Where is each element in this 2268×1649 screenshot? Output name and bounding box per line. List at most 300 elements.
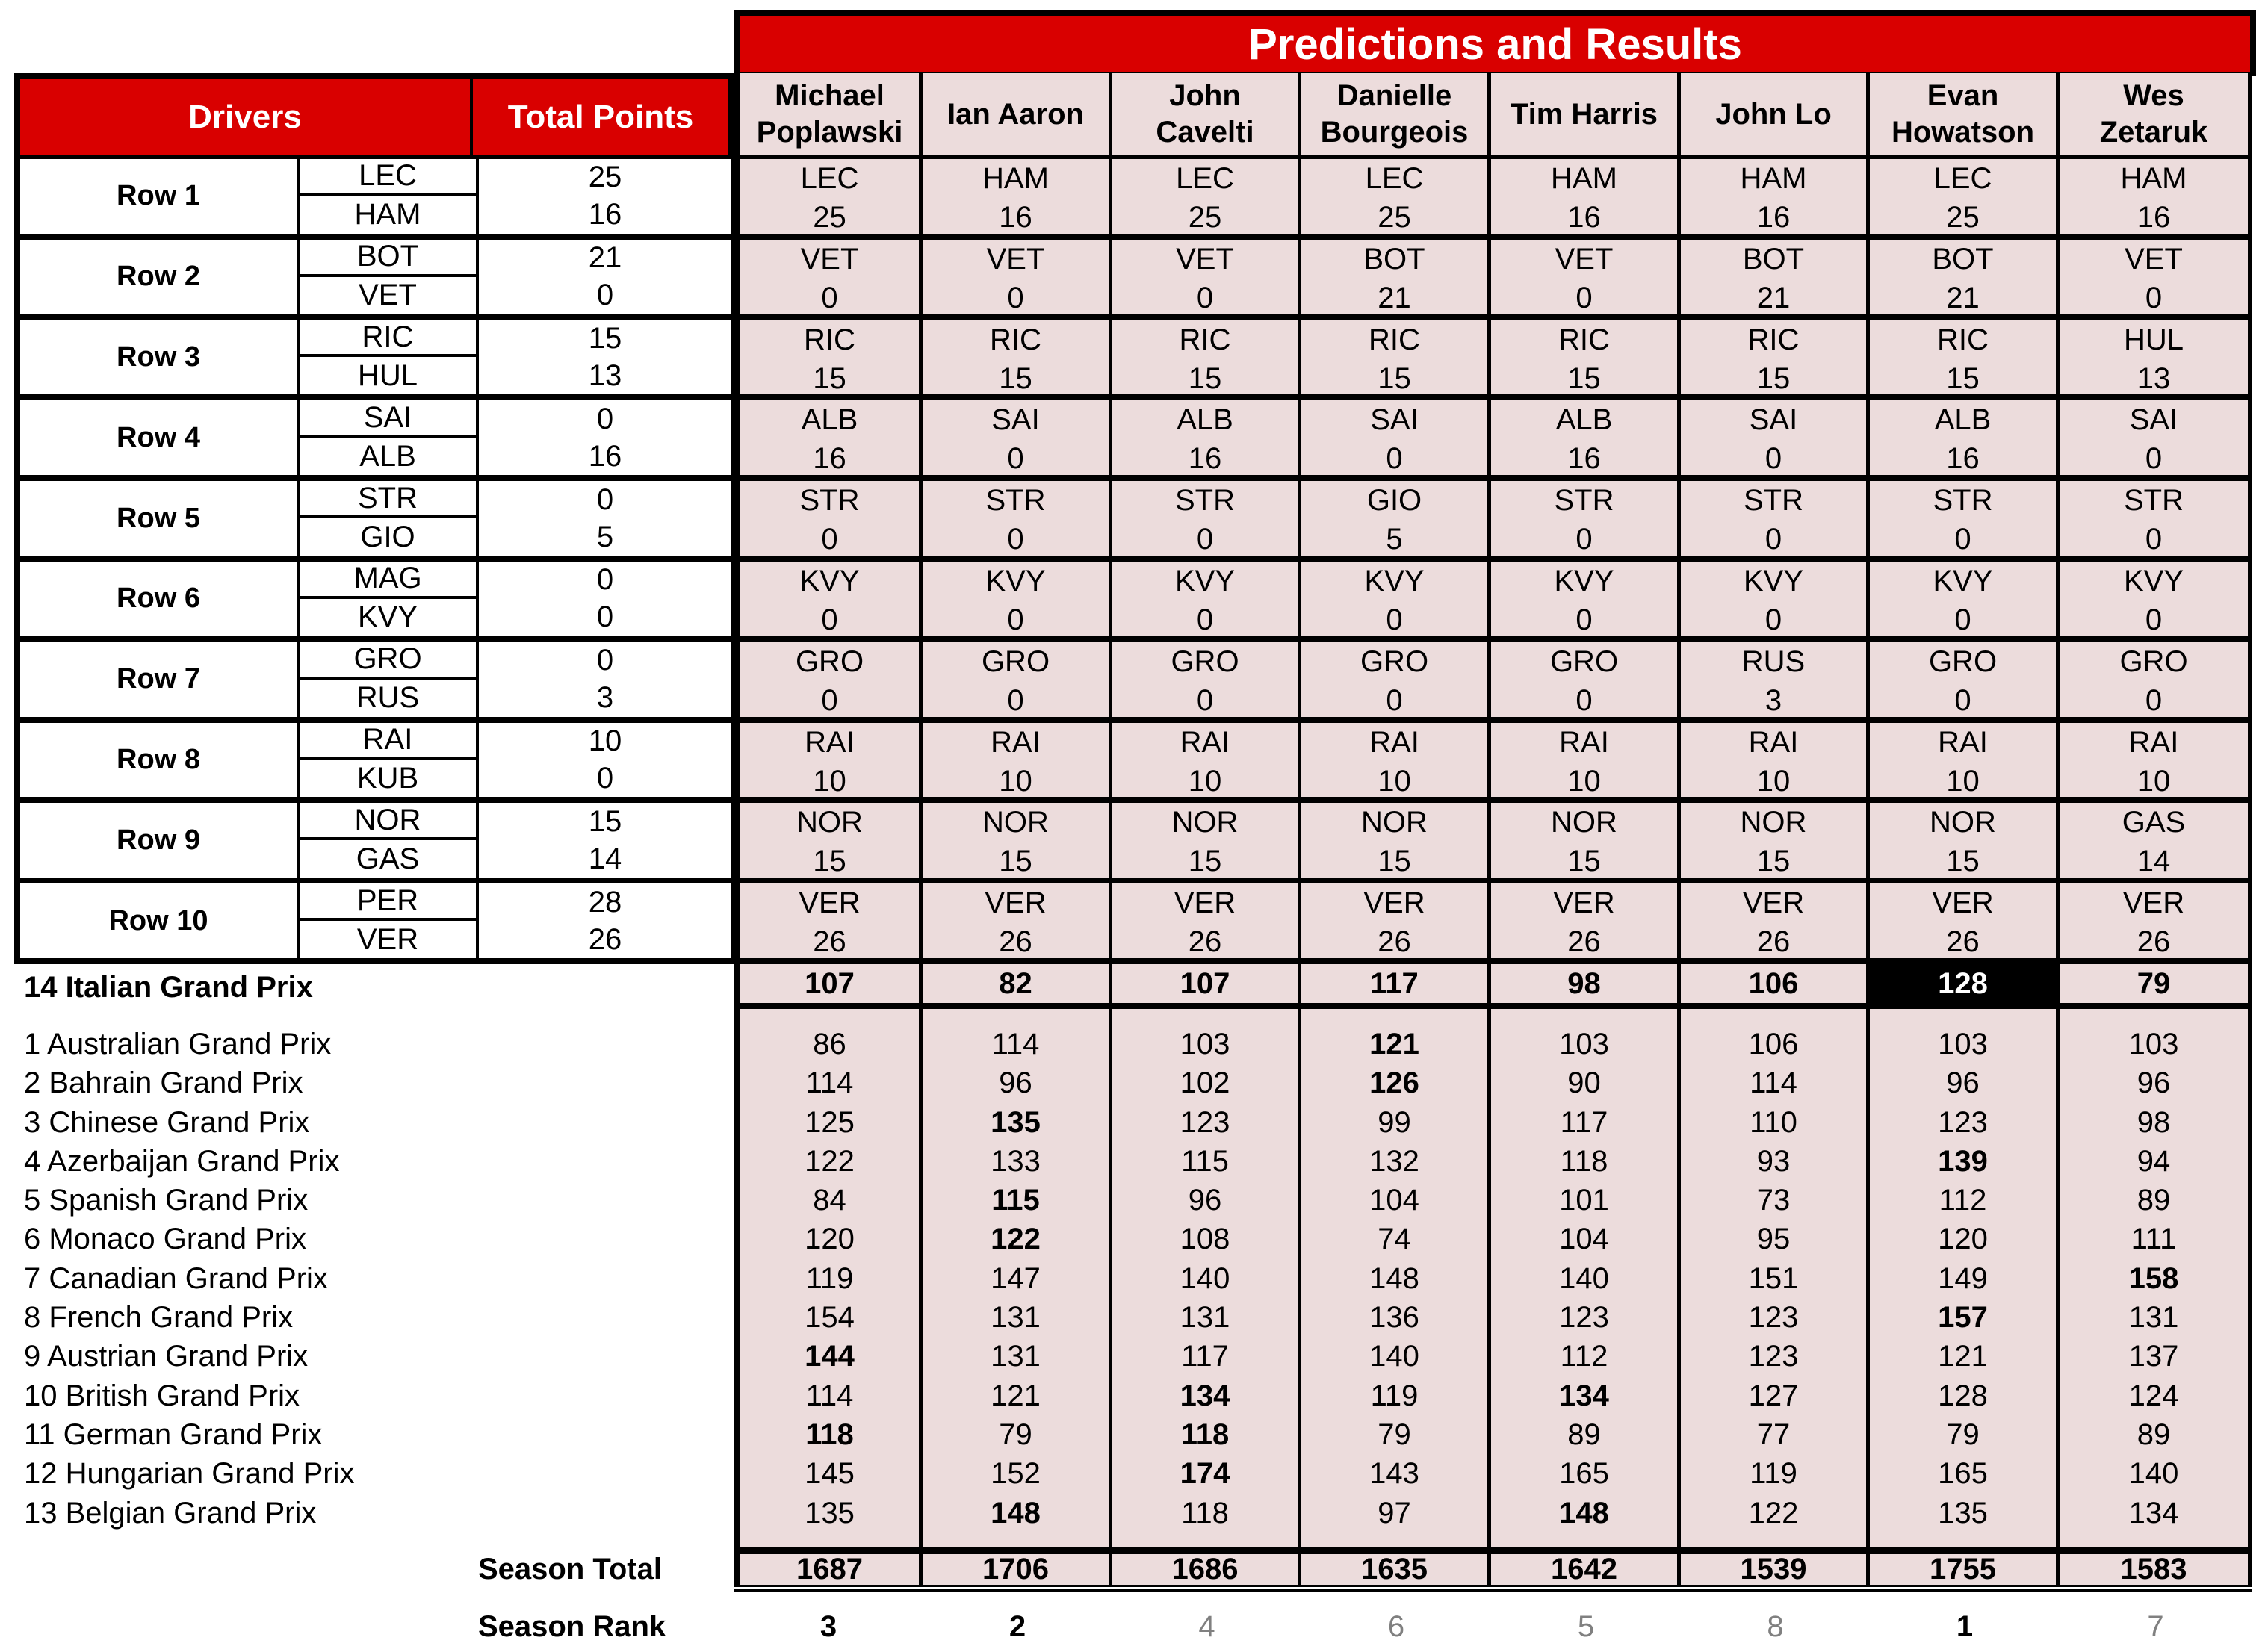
best-race-score: 118 [1180,1417,1230,1451]
best-race-score: 122 [991,1223,1041,1256]
prediction-cell [923,159,1112,240]
race-score: 135 [805,1496,855,1530]
driver-code: LEC [297,159,476,196]
prediction-cell [1491,562,1681,642]
race-score: 114 [991,1028,1040,1060]
race-score: 140 [2128,1457,2179,1491]
best-race-score: 134 [1559,1379,1609,1412]
predicted-points: 0 [1007,603,1024,636]
predicted-points: 15 [1946,845,1980,878]
predicted-driver: KVY [1554,565,1614,597]
race-score: 79 [1378,1417,1411,1451]
predicted-driver: GRO [1928,645,1998,678]
race-score: 154 [805,1301,855,1335]
prediction-cell [734,883,923,964]
driver-row [14,400,734,481]
race-score: 165 [1938,1457,1988,1491]
race-score: 121 [991,1379,1041,1412]
season-rank-cell: 4 [1198,1609,1215,1643]
prediction-cell [1681,400,1870,481]
predicted-driver: HUL [2123,323,2184,356]
race-score: 79 [999,1417,1032,1451]
race-score: 118 [1560,1144,1608,1178]
prediction-cell [1491,723,1681,804]
predicted-points: 26 [999,925,1032,959]
race-score: 123 [1748,1340,1799,1373]
race-name: 12 Hungarian Grand Prix [24,1457,355,1491]
predicted-points: 25 [813,201,846,234]
race-score: 110 [1750,1105,1797,1139]
season-total-cell: 1635 [1301,1547,1491,1587]
predicted-driver: STR [1744,484,1803,518]
predicted-driver: VET [1555,242,1614,276]
best-race-score: 121 [1369,1028,1419,1060]
race-name: 11 German Grand Prix [24,1417,323,1451]
predicted-points: 16 [813,442,846,476]
predicted-driver: NOR [982,806,1049,839]
predicted-points: 15 [1378,845,1411,878]
race-score: 131 [991,1340,1041,1373]
predicted-points: 16 [1756,201,1791,234]
predicted-points: 10 [813,764,846,798]
person-last-name: Howatson [1891,116,2035,149]
current-race-label: 14 Italian Grand Prix [24,971,313,1004]
predicted-points: 26 [1188,925,1222,959]
predicted-driver: VER [1742,886,1805,920]
page-title: Predictions and Results [1248,19,1742,69]
predicted-driver: VER [2122,886,2185,920]
predicted-driver: NOR [796,806,863,839]
race-score: 121 [1938,1340,1988,1373]
race-score: 128 [1938,1379,1988,1412]
predicted-points: 16 [2137,201,2171,234]
predicted-driver: LEC [1365,162,1424,195]
prediction-cell [1491,159,1681,240]
predicted-points: 21 [1378,281,1411,314]
race-name: 1 Australian Grand Prix [24,1028,332,1060]
predicted-driver: SAI [991,403,1040,437]
person-last-name: Poplawski [756,116,903,149]
best-race-score: 134 [1180,1379,1230,1412]
race-score: 152 [991,1457,1041,1491]
prediction-cell [734,642,923,723]
race-name: 7 Canadian Grand Prix [24,1261,328,1295]
season-rank-cell: 5 [1577,1609,1595,1643]
race-score: 84 [813,1184,846,1217]
history-column [1681,1009,1870,1547]
prediction-cell [1870,642,2060,723]
predictions-title-bar [734,10,2256,76]
driver-code: VET [297,277,476,314]
best-race-score: 135 [991,1105,1041,1139]
person-header [1491,73,1681,161]
prediction-cell [1301,400,1491,481]
predicted-driver: RIC [1747,323,1800,356]
prediction-cell [2060,803,2252,883]
race-score: 115 [1181,1144,1229,1178]
predicted-driver: VET [800,242,859,276]
prediction-cell [2060,723,2252,804]
row-label: Row 6 [117,583,200,615]
driver-points: 15 [476,803,731,840]
race-score: 122 [1748,1496,1799,1530]
predicted-points: 13 [2137,361,2171,395]
prediction-cell [1491,240,1681,320]
race-name: 8 French Grand Prix [24,1301,294,1335]
predicted-driver: SAI [1370,403,1419,437]
driver-points: 0 [476,599,731,636]
race-score: 122 [805,1144,855,1178]
prediction-cell [1681,562,1870,642]
predicted-points: 0 [2145,523,2163,556]
race-score: 124 [2128,1379,2179,1412]
prediction-cell [923,562,1112,642]
race-score: 104 [1559,1223,1609,1256]
predicted-driver: BOT [1363,242,1425,276]
race-score: 73 [1756,1184,1791,1217]
predicted-points: 0 [821,603,838,636]
predicted-driver: LEC [1933,162,1992,195]
race-score: 95 [1756,1223,1791,1256]
person-header [734,73,923,161]
predicted-driver: GRO [981,645,1050,678]
total-points-header [470,73,734,161]
prediction-cell [2060,159,2252,240]
race-score: 98 [1491,964,1681,1009]
season-rank-cell: 6 [1387,1609,1405,1643]
season-rank-cell: 1 [1956,1609,1974,1643]
predicted-points: 15 [999,845,1032,878]
driver-code: HUL [297,357,476,394]
person-first-name: John Lo [1715,97,1832,131]
driver-code: NOR [297,803,476,840]
predicted-driver: VER [1174,886,1236,920]
row-label: Row 1 [117,180,200,212]
predicted-driver: VER [1363,886,1425,920]
predicted-points: 21 [1946,281,1980,314]
race-score: 82 [923,964,1112,1009]
prediction-cell [1870,159,2060,240]
predicted-driver: RIC [804,323,855,356]
prediction-cell [2060,320,2252,401]
predicted-driver: ALB [1555,403,1613,437]
prediction-cell [923,400,1112,481]
person-first-name: Wes [2123,79,2184,113]
race-score: 131 [2128,1301,2179,1335]
predicted-points: 21 [1756,281,1791,314]
predicted-points: 26 [813,925,846,959]
predicted-driver: BOT [1932,242,1994,276]
person-last-name: Zetaruk [2099,116,2208,149]
driver-points: 14 [476,840,731,878]
predicted-driver: BOT [1742,242,1805,276]
predicted-driver: RAI [2128,725,2179,759]
predicted-points: 15 [1567,361,1601,395]
best-race-score: 174 [1180,1457,1230,1491]
season-total-cell: 1642 [1491,1547,1681,1587]
driver-code: RAI [297,723,476,760]
race-name: 13 Belgian Grand Prix [24,1496,317,1530]
driver-code: GRO [297,642,476,680]
predicted-points: 5 [1386,523,1403,556]
race-score: 140 [1559,1261,1609,1295]
race-score: 135 [1938,1496,1988,1530]
predicted-driver: VET [1176,242,1234,276]
race-score: 132 [1369,1144,1419,1178]
prediction-cell [1681,803,1870,883]
person-header [923,73,1112,161]
driver-row [14,642,734,723]
person-first-name: John [1169,79,1241,113]
driver-points: 25 [476,159,731,196]
race-score: 94 [2137,1144,2171,1178]
predicted-points: 10 [1946,764,1980,798]
race-score: 114 [805,1379,854,1412]
predicted-points: 15 [999,361,1032,395]
season-rank-cell: 8 [1767,1609,1784,1643]
history-column [1112,1009,1301,1547]
race-score: 118 [1181,1496,1229,1530]
prediction-cell [1301,883,1491,964]
predicted-points: 0 [1954,603,1971,636]
predicted-points: 26 [1946,925,1980,959]
drivers-header [14,73,473,161]
predicted-points: 15 [1188,845,1222,878]
prediction-cell [1112,723,1301,804]
predicted-points: 0 [1196,603,1214,636]
predicted-driver: STR [1175,484,1235,518]
person-first-name: Danielle [1336,79,1452,113]
prediction-cell [1112,883,1301,964]
prediction-cell [1870,481,2060,562]
predicted-points: 0 [1575,603,1593,636]
race-score: 106 [1681,964,1870,1009]
driver-points: 21 [476,240,731,277]
race-score: 112 [1939,1184,1987,1217]
predicted-points: 10 [1188,764,1222,798]
race-score: 119 [1750,1457,1797,1491]
predicted-driver: HAM [2120,162,2187,195]
predicted-driver: NOR [1551,806,1617,839]
prediction-cell [2060,642,2252,723]
race-score: 114 [805,1066,854,1100]
driver-row [14,723,734,804]
prediction-cell [1301,320,1491,401]
prediction-cell [1870,883,2060,964]
predicted-driver: KVY [1933,565,1993,597]
predicted-points: 0 [1386,442,1403,476]
predicted-driver: HAM [982,162,1049,195]
predicted-driver: GRO [1549,645,1619,678]
predicted-points: 0 [821,683,838,717]
predicted-driver: GRO [1360,645,1429,678]
prediction-cell [1491,803,1681,883]
history-column [923,1009,1112,1547]
race-score: 98 [2137,1105,2171,1139]
predicted-driver: HAM [1740,162,1807,195]
predicted-driver: NOR [1361,806,1428,839]
race-name: 9 Austrian Grand Prix [24,1340,309,1373]
predicted-points: 16 [1567,201,1601,234]
driver-points: 0 [476,562,731,599]
predicted-points: 0 [1575,281,1593,314]
prediction-cell [1301,240,1491,320]
predicted-points: 0 [1764,603,1782,636]
predicted-points: 16 [999,201,1032,234]
predicted-driver: GIO [1366,484,1422,518]
predicted-driver: VER [985,886,1047,920]
prediction-cell [1681,723,1870,804]
race-score: 106 [1748,1028,1799,1060]
row-label: Row 3 [117,341,200,373]
driver-code: KUB [297,760,476,797]
prediction-cell [734,723,923,804]
predicted-points: 0 [1764,523,1782,556]
person-header [1870,73,2060,161]
predicted-driver: SAI [1749,403,1798,437]
race-score: 131 [991,1301,1041,1335]
prediction-cell [923,240,1112,320]
row-label: Row 5 [117,502,200,534]
race-score: 103 [1559,1028,1609,1060]
person-first-name: Tim Harris [1510,97,1658,131]
race-score: 90 [1567,1066,1601,1100]
race-score: 125 [805,1105,855,1139]
person-header [1301,73,1491,161]
best-race-score: 115 [991,1184,1040,1217]
predicted-points: 0 [1007,523,1024,556]
predicted-points: 15 [1567,845,1601,878]
predicted-points: 0 [1954,523,1971,556]
race-name: 4 Azerbaijan Grand Prix [24,1144,340,1178]
race-name: 10 British Grand Prix [24,1379,300,1412]
prediction-cell [1112,159,1301,240]
history-column [1491,1009,1681,1547]
prediction-cell [734,159,923,240]
best-race-score: 126 [1369,1066,1419,1100]
race-score: 123 [1748,1301,1799,1335]
predicted-driver: VET [986,242,1045,276]
predicted-points: 0 [1196,523,1214,556]
race-name: 2 Bahrain Grand Prix [24,1066,303,1100]
prediction-cell [1870,320,2060,401]
history-column [734,1009,923,1547]
predicted-points: 26 [2137,925,2171,959]
best-race-score: 158 [2128,1261,2179,1295]
race-score: 93 [1756,1144,1791,1178]
predicted-driver: ALB [1934,403,1992,437]
race-score: 140 [1369,1340,1419,1373]
race-score: 111 [2131,1223,2177,1256]
driver-points: 3 [476,680,731,717]
predicted-points: 0 [1386,603,1403,636]
race-score: 107 [734,964,923,1009]
race-score: 117 [1181,1340,1229,1373]
predicted-driver: STR [799,484,860,518]
race-score: 117 [1301,964,1491,1009]
predicted-driver: HAM [1551,162,1617,195]
predicted-points: 0 [821,523,838,556]
predicted-driver: RAI [1938,725,1988,759]
driver-row [14,159,734,240]
person-last-name: Bourgeois [1320,116,1469,149]
race-score: 137 [2128,1340,2179,1373]
race-score: 96 [999,1066,1032,1100]
prediction-cell [1870,240,2060,320]
predicted-points: 25 [1188,201,1222,234]
season-total-label: Season Total [478,1553,662,1586]
prediction-cell [734,240,923,320]
predicted-driver: STR [1554,484,1614,518]
predicted-driver: KVY [985,565,1046,597]
driver-points: 10 [476,723,731,760]
predicted-points: 16 [1567,442,1601,476]
season-rank-label: Season Rank [478,1610,666,1643]
driver-points: 5 [476,518,731,556]
predicted-points: 10 [1378,764,1411,798]
predicted-driver: RAI [991,725,1041,759]
predicted-points: 15 [1188,361,1222,395]
person-last-name: Cavelti [1156,116,1254,149]
prediction-cell [1681,240,1870,320]
predicted-driver: NOR [1740,806,1807,839]
prediction-cell [1681,642,1870,723]
prediction-cell [1870,562,2060,642]
race-score: 117 [1560,1105,1608,1139]
prediction-cell [923,803,1112,883]
race-score: 133 [991,1144,1041,1178]
best-race-score: 144 [805,1340,855,1373]
driver-points: 0 [476,760,731,797]
race-score-winner: 128 [1870,964,2060,1009]
predicted-driver: RAI [1559,725,1609,759]
prediction-cell [1681,320,1870,401]
best-race-score: 139 [1938,1144,1988,1178]
predicted-points: 26 [1567,925,1601,959]
race-score: 89 [1567,1417,1601,1451]
driver-code: GAS [297,840,476,878]
driver-code: RIC [297,320,476,358]
driver-row [14,883,734,964]
predicted-driver: RIC [1179,323,1231,356]
predicted-driver: NOR [1930,806,1996,839]
driver-code: RUS [297,680,476,717]
prediction-cell [1681,481,1870,562]
predicted-points: 0 [2145,442,2163,476]
history-column [2060,1009,2252,1547]
prediction-cell [734,481,923,562]
prediction-cell [734,320,923,401]
race-score: 96 [2137,1066,2171,1100]
predicted-points: 25 [1378,201,1411,234]
race-score: 97 [1378,1496,1411,1530]
history-column [1870,1009,2060,1547]
prediction-cell [2060,562,2252,642]
driver-code: STR [297,481,476,518]
driver-code: MAG [297,562,476,599]
season-rank-cell: 3 [819,1609,837,1643]
predicted-points: 0 [821,281,838,314]
predicted-driver: RUS [1741,645,1806,678]
predicted-driver: STR [2124,484,2184,518]
race-score: 123 [1559,1301,1609,1335]
race-score: 148 [1369,1261,1419,1295]
predicted-points: 0 [1007,442,1024,476]
race-score: 86 [813,1028,846,1060]
driver-row [14,240,734,320]
race-score: 107 [1112,964,1301,1009]
race-score: 103 [1180,1028,1230,1060]
